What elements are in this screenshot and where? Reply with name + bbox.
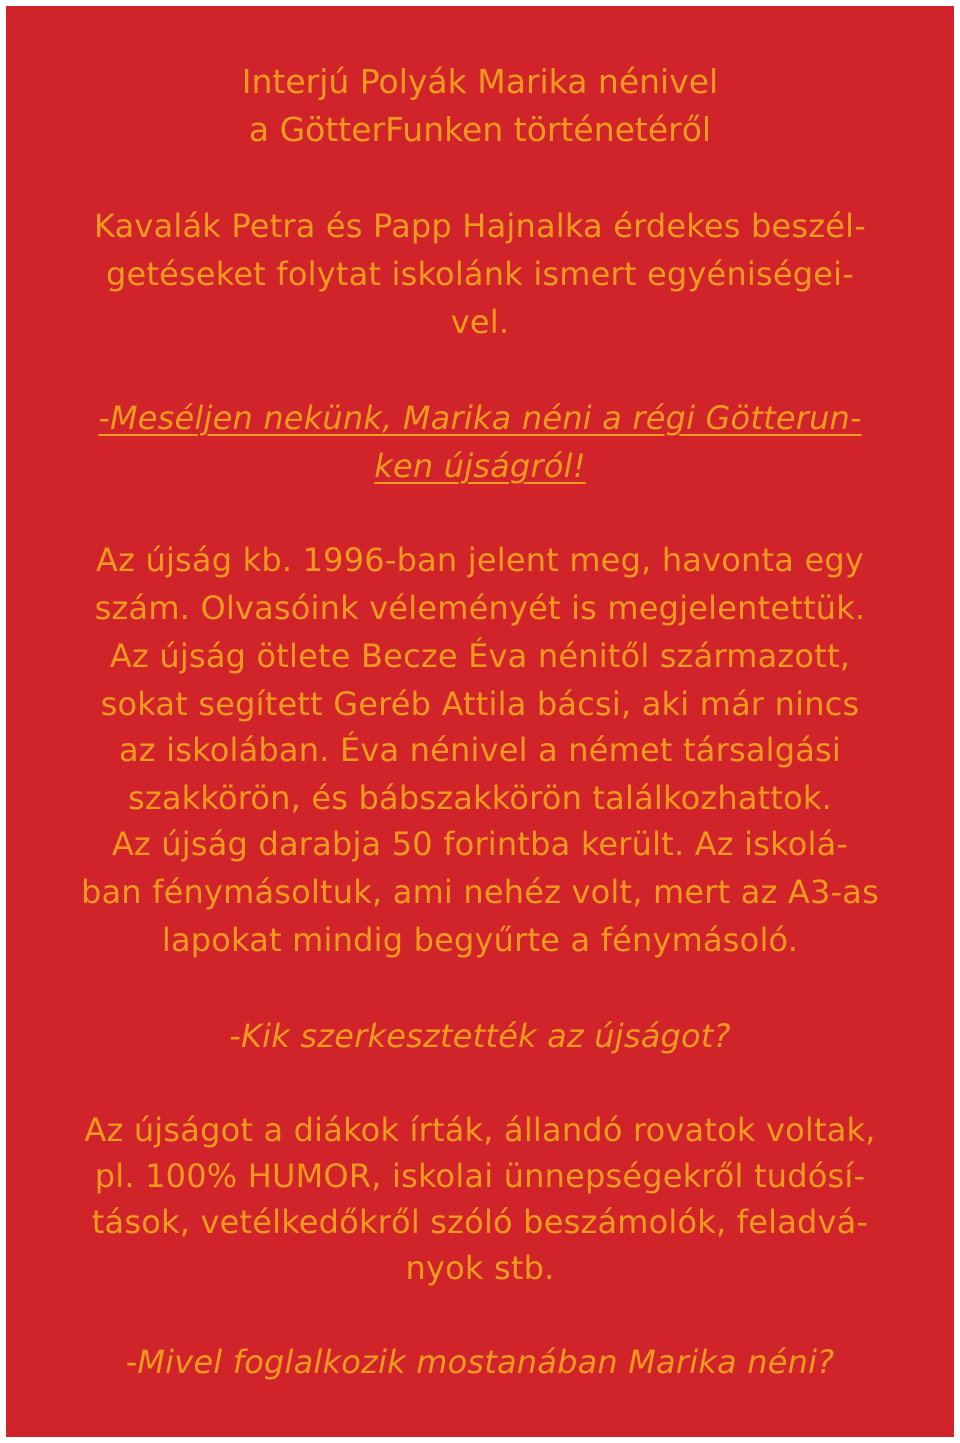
- question-line: ken újságról!: [374, 447, 586, 485]
- answer-line: szám. Olvasóink véleményét is megjelentettük.: [94, 589, 866, 627]
- answer-line: tások, vetélkedőkről szóló beszámolók, feladvá-: [91, 1203, 869, 1241]
- answer-line: sokat segített Geréb Attila bácsi, aki már nincs: [100, 685, 860, 723]
- article-page: [6, 6, 954, 1437]
- intro-line: vel.: [450, 303, 510, 341]
- answer-line: ban fénymásoltuk, ami nehéz volt, mert az A3-as: [80, 873, 879, 911]
- answer-line: nyok stb.: [405, 1249, 555, 1287]
- answer-line: pl. 100% HUMOR, iskolai ünnepségekről tudósí-: [94, 1157, 866, 1195]
- answer-line: az iskolában. Éva nénivel a német társalgási: [118, 731, 842, 769]
- answer-line: szakkörön, és bábszakkörön találkozhattok.: [127, 779, 833, 817]
- answer-line: Az újságot a diákok írták, állandó rovatok voltak,: [84, 1111, 876, 1149]
- title-line: Interjú Polyák Marika nénivel: [241, 62, 719, 101]
- answer-line: lapokat mindig begyűrte a fénymásoló.: [161, 921, 799, 959]
- answer-line: Az újság darabja 50 forintba került. Az iskolá-: [111, 825, 849, 863]
- question-line: -Mivel foglalkozik mostanában Marika néni?: [125, 1343, 835, 1381]
- answer-line: Az újság kb. 1996-ban jelent meg, havonta egy: [96, 541, 864, 579]
- question-line: -Meséljen nekünk, Marika néni a régi Götterun-: [98, 399, 862, 437]
- intro-line: Kavalák Petra és Papp Hajnalka érdekes beszél-: [94, 207, 866, 245]
- question-line: -Kik szerkesztették az újságot?: [229, 1017, 731, 1055]
- answer-line: Az újság ötlete Becze Éva nénitől származott,: [109, 637, 851, 675]
- intro-line: getéseket folytat iskolánk ismert egyéniségei-: [105, 255, 855, 293]
- title-line: a GötterFunken történetéről: [248, 110, 712, 149]
